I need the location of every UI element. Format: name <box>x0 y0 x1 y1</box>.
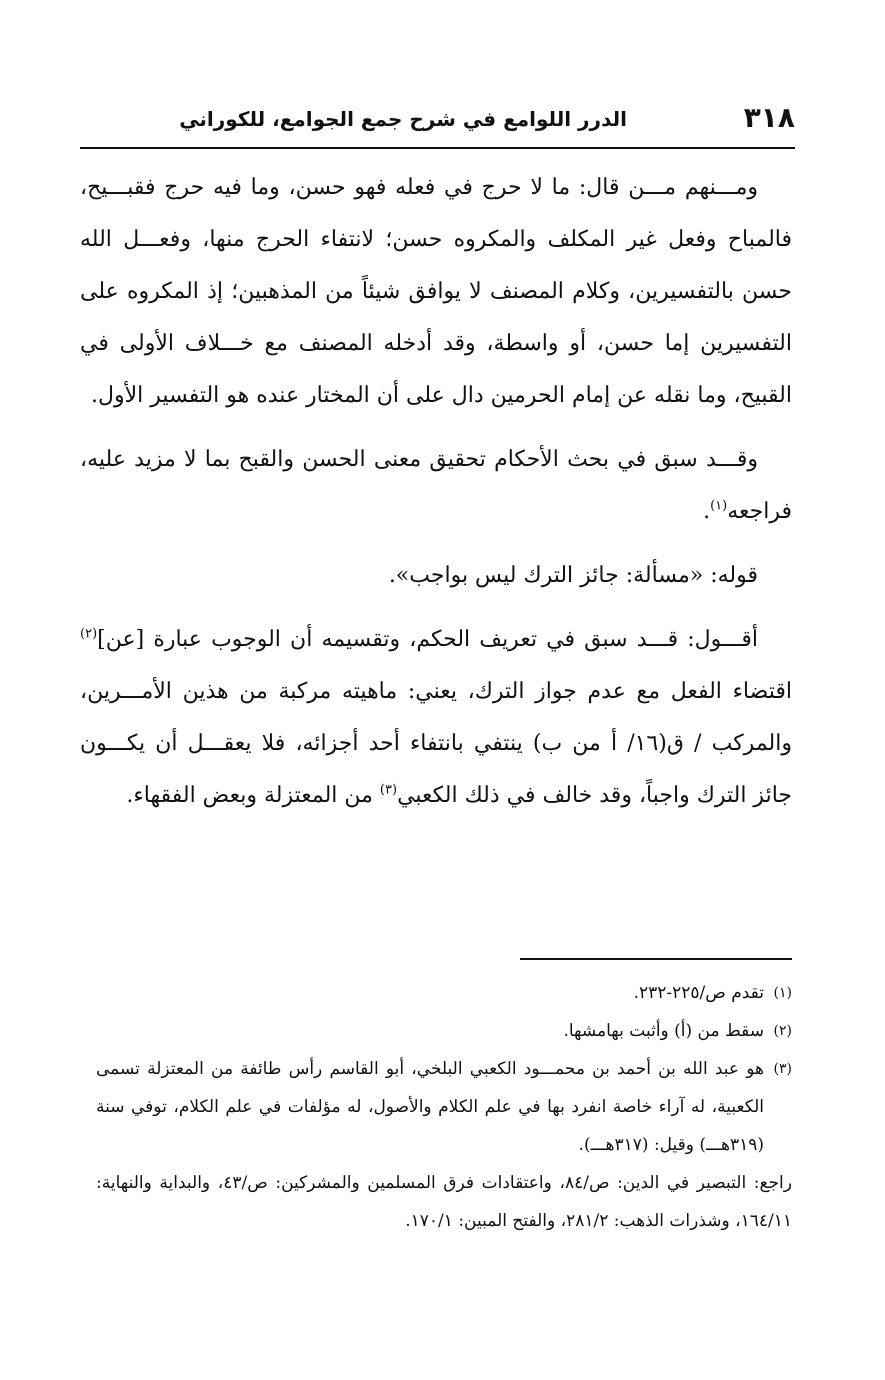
page-number: ٣١٨ <box>743 101 795 134</box>
running-title: الدرر اللوامع في شرح جمع الجوامع، للكوراني <box>179 107 627 131</box>
paragraph-2-text: وقـــد سبق في بحث الأحكام تحقيق معنى الحسن والقبح بما لا مزيد عليه، فراجعه <box>80 447 792 524</box>
footnote-separator <box>520 958 792 960</box>
footnote-marker-1: (١) <box>773 985 792 1001</box>
footnotes <box>96 974 792 1240</box>
footnote-ref-1: (١) <box>710 498 728 514</box>
paragraph-4-text-c: من المعتزلة وبعض الفقهاء. <box>126 783 380 808</box>
footnote-text-1: تقدم ص/٢٢٥-٢٣٢. <box>633 983 764 1003</box>
page-header <box>80 98 795 142</box>
footnote-2 <box>96 1012 792 1050</box>
paragraph-2-end: . <box>703 499 711 524</box>
header-rule <box>80 147 795 149</box>
footnote-text-2: سقط من (أ) وأثبت بهامشها. <box>563 1021 764 1041</box>
footnote-3-sources: راجع: التبصير في الدين: ص/٨٤، واعتقادات فرق المسلمين والمشركين: ص/٤٣، والبداية والنهاية: ١٦٤/١١، وشذرات الذهب: ٢٨١/٢، والفتح المبين: ١٧٠/١. <box>96 1173 792 1231</box>
paragraph-2 <box>80 434 792 538</box>
footnote-marker-2: (٢) <box>773 1023 792 1039</box>
paragraph-4-text-b: اقتضاء الفعل مع عدم جواز الترك، يعني: ماهيته مركبة من هذين الأمـــرين، والمركب / ق(١٦/ أ من ب) ينتفي بانتفاء أحد أجزائه، فلا يعقـــل أن يكـــون جائز الترك واجباً، وقد خالف في ذلك الكعبي <box>80 679 792 808</box>
paragraph-4-text-a: أقـــول: قـــد سبق في تعريف الحكم، وتقسيمه أن الوجوب عبارة [عن] <box>97 627 758 652</box>
paragraph-1: ومـــنهم مـــن قال: ما لا حرج في فعله فهو حسن، وما فيه حرج فقبـــيح، فالمباح وفعل غير المكلف والمكروه حسن؛ لانتفاء الحرج منها، وفعـــل الله حسن بالتفسيرين، وكلام المصنف لا يوافق شيئاً من المذهبين؛ إذ المكروه على التفسيرين إما حسن، أو واسطة، وقد أدخله المصنف مع خـــلاف الأولى في القبيح، وما نقله عن إمام الحرمين دال على أن المختار عنده هو التفسير الأول. <box>80 175 793 408</box>
footnote-1 <box>96 974 792 1012</box>
footnote-ref-2: (٢) <box>80 626 98 642</box>
footnote-marker-3: (٣) <box>773 1061 792 1077</box>
footnote-ref-3: (٣) <box>379 782 398 798</box>
main-text <box>80 162 792 834</box>
paragraph-4 <box>80 614 792 822</box>
paragraph-3: قوله: «مسألة: جائز الترك ليس بواجب». <box>388 563 758 588</box>
footnote-3 <box>96 1050 792 1164</box>
footnote-text-3: هو عبد الله بن أحمد بن محمـــود الكعبي البلخي، أبو القاسم رأس طائفة من المعتزلة تسمى الكعبية، له آراء خاصة انفرد بها في علم الكلام والأصول، له مؤلفات في علم الكلام، توفي سنة (٣١٩هـــ) وقيل: (٣١٧هـــ). <box>96 1059 764 1155</box>
